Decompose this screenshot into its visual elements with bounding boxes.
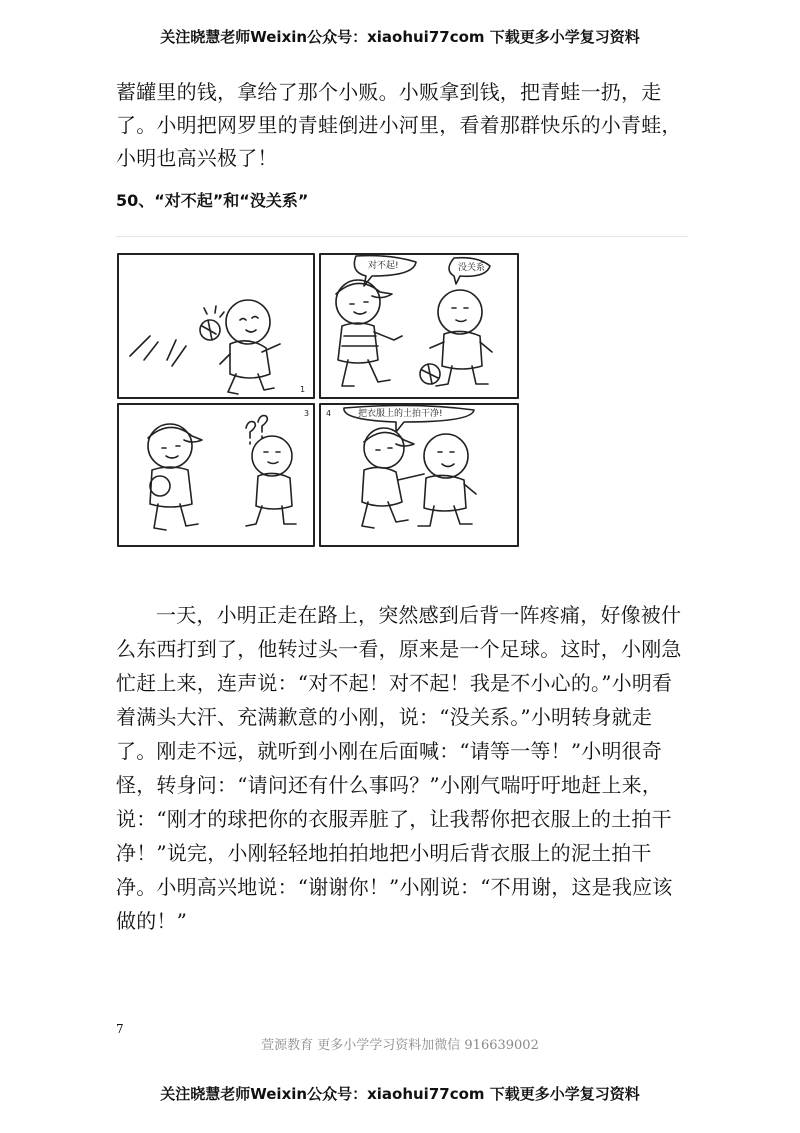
speech-bubble-no-problem: 没关系	[458, 263, 486, 273]
comic-panel-1	[118, 254, 314, 398]
panel-number-3: 3	[304, 409, 310, 418]
comic-strip	[112, 248, 524, 550]
story-paragraph: 一天，小明正走在路上，突然感到后背一阵疼痛，好像被什么东西打到了，他转过头一看，原来是一个足球。这时，小刚急忙赶上来，连声说：“对不起！对不起！我是不小心的。”小明看着满头大汗、充满歉意的小刚，说：“没关系。”小明转身就走了。刚走不远，就听到小刚在后面喊：“请等一等！”小明很奇怪，转身问：“请问还有什么事吗？”小刚气喘吁吁地赶上来，说：“刚才的球把你的衣服弄脏了，让我帮你把衣服上的土拍干净！”说完，小刚轻轻地拍拍地把小明后背衣服上的泥土拍干净。小明高兴地说：“谢谢你！”小刚说：“不用谢，这是我应该做的！”	[116, 603, 682, 933]
comic-panel-4	[320, 404, 518, 546]
header-watermark: 关注晓慧老师Weixin公众号：xiaohui77com 下载更多小学复习资料	[160, 28, 640, 46]
footer-watermark: 关注晓慧老师Weixin公众号：xiaohui77com 下载更多小学复习资料	[160, 1085, 640, 1103]
heading-divider	[116, 236, 688, 237]
comic-panel-2	[320, 254, 518, 398]
panel-number-1: 1	[300, 385, 306, 394]
comic-panel-3	[118, 404, 314, 546]
footer-note: 萱源教育 更多小学学习资料加微信 916639002	[261, 1038, 539, 1053]
speech-bubble-sorry: 对不起!	[368, 261, 399, 271]
page-number: 7	[116, 1022, 124, 1036]
speech-bubble-brush-off: 把衣服上的土拍干净!	[358, 409, 443, 419]
panel-number-4: 4	[326, 409, 332, 418]
intro-paragraph: 蓄罐里的钱，拿给了那个小贩。小贩拿到钱，把青蛙一扔，走了。小明把网罗里的青蛙倒进小河里，看着那群快乐的小青蛙，小明也高兴极了！	[116, 80, 682, 170]
section-heading: 50、“对不起”和“没关系”	[116, 191, 309, 210]
